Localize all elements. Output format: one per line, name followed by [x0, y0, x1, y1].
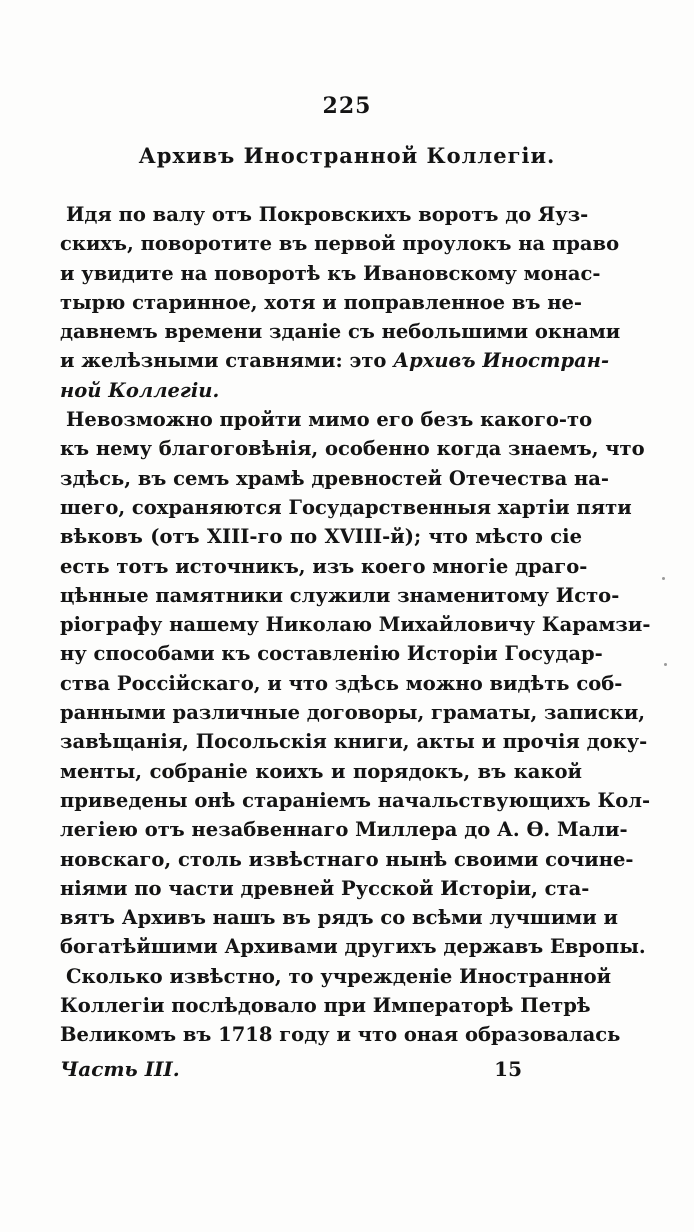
text-line: цѣнные памятники служили знаменитому Исто-	[60, 583, 620, 607]
text-line: ранными различные договоры, граматы, записки,	[60, 701, 646, 725]
signature-mark: 15	[494, 1057, 522, 1081]
text-line	[60, 346, 610, 375]
scan-speck	[662, 577, 665, 580]
text-line: Идя по валу отъ Покровскихъ воротъ до Яуз-	[66, 203, 589, 226]
text-line: менты, собраніе коихъ и порядокъ, въ какой	[60, 759, 582, 783]
text-line: и увидите на поворотѣ къ Ивановскому монас-	[60, 261, 601, 285]
text-line: шего, сохраняются Государственныя хартіи пяти	[60, 495, 632, 519]
text-line: къ нему благоговѣнія, особенно когда знаемъ, что	[60, 437, 645, 461]
text-line: ства Россійскаго, и что здѣсь можно видѣть соб-	[60, 671, 623, 695]
text-line: ніями по части древней Русской Исторіи, ста-	[60, 876, 590, 900]
text-line: Сколько извѣстно, то учрежденіе Иностранной	[66, 964, 612, 988]
body-text	[60, 200, 651, 1050]
text-line: новскаго, столь извѣстнаго нынѣ своими сочине-	[60, 847, 634, 871]
text-line: вятъ Архивъ нашъ въ рядъ со всѣми лучшими и	[60, 906, 618, 930]
text-line-prefix: и желѣзными ставнями: это	[60, 349, 387, 373]
text-line: Коллегіи послѣдовало при Императорѣ Петрѣ	[60, 994, 591, 1018]
text-line: ну способами къ составленію Исторіи Государ-	[60, 642, 603, 666]
text-line: вѣковъ (отъ XIII-го по XVIII-й); что мѣсто сіе	[60, 525, 582, 549]
text-line: легіею отъ незабвеннаго Миллера до А. Ѳ. Мали-	[60, 818, 628, 842]
text-line: тырю старинное, хотя и поправленное въ не-	[60, 290, 582, 314]
text-line: приведены онѣ стараніемъ начальствующихъ Кол-	[60, 788, 651, 812]
scan-speck	[664, 663, 667, 666]
text-line: давнемъ времени зданіе съ небольшими окнами	[60, 320, 621, 344]
volume-part-label: Часть III.	[60, 1057, 180, 1081]
page-footer	[60, 1057, 522, 1081]
text-line: ріографу нашему Николаю Михайловичу Карамзи-	[60, 613, 651, 637]
text-line: здѣсь, въ семъ храмѣ древностей Отечества на-	[60, 466, 609, 490]
archive-name-italic: Архивъ Иностран-	[393, 349, 610, 373]
text-line: скихъ, поворотите въ первой проулокъ на право	[60, 232, 620, 256]
page-number: 225	[322, 93, 372, 119]
text-line: Невозможно пройти мимо его безъ какого-то	[66, 408, 593, 432]
chapter-title: Архивъ Иностранной Коллегіи.	[138, 143, 556, 168]
text-line: Великомъ въ 1718 году и что оная образовалась	[60, 1023, 621, 1047]
archive-name-italic-end: ной Коллегіи.	[60, 378, 220, 402]
text-line: богатѣйшими Архивами другихъ державъ Европы.	[60, 935, 646, 959]
text-line: завѣщанія, Посольскія книги, акты и прочія доку-	[60, 730, 648, 754]
text-line: есть тотъ источникъ, изъ коего многіе драго-	[60, 554, 588, 578]
